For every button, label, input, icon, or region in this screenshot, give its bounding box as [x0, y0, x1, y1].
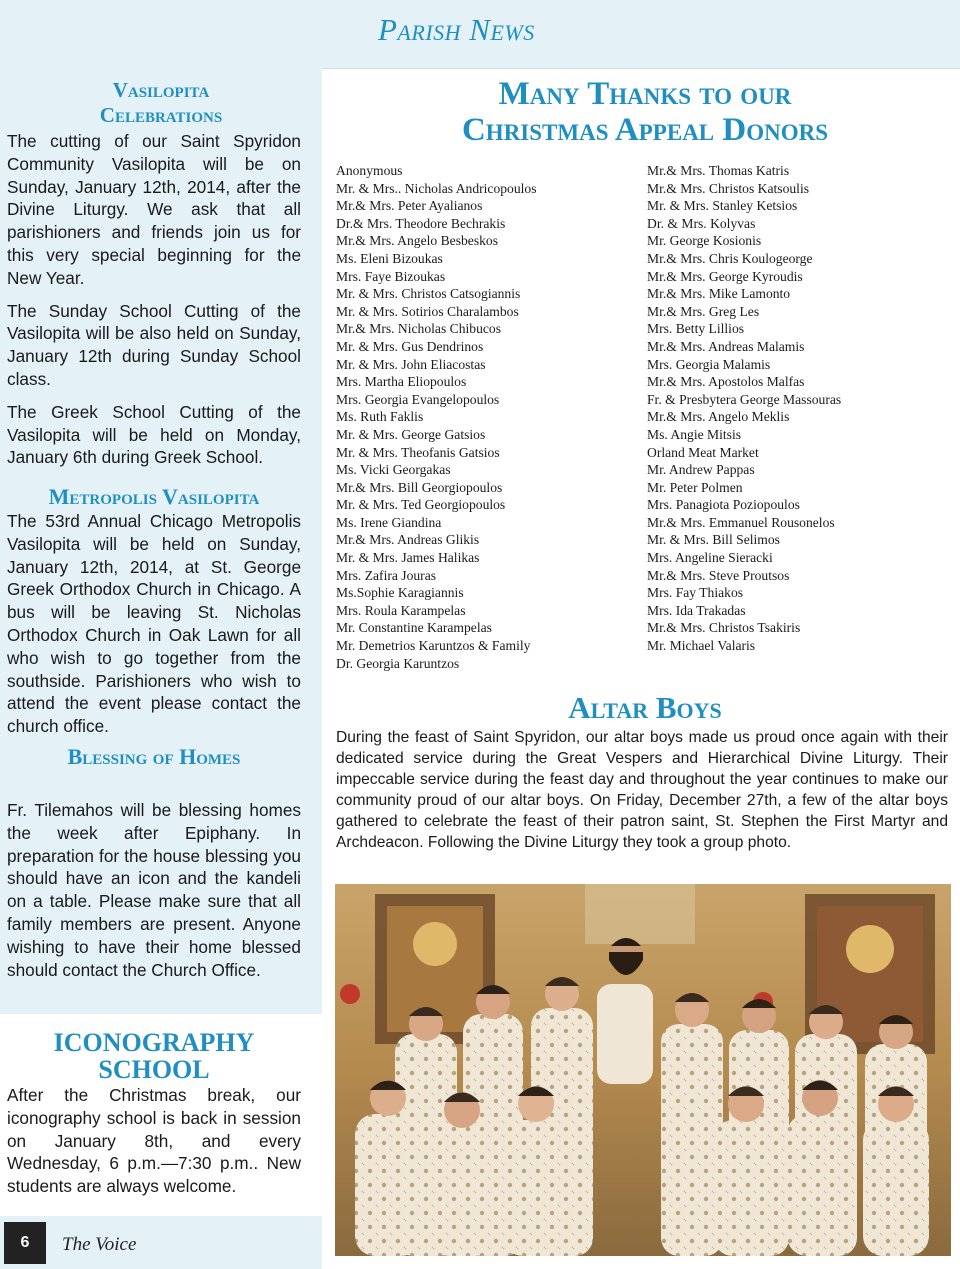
donor-name: Mrs. Panagiota Poziopoulos [647, 497, 800, 513]
donor-name: Mr. & Mrs.. Nicholas Andricopoulos [336, 180, 537, 196]
vasilopita-paragraph-1: The cutting of our Saint Spyridon Community Vasilopita will be on Sunday, January 12th, 2014, after the Divine Liturgy. We ask that all parishioners and friends join us for this very special beginning for the New Year. [7, 131, 301, 288]
donor-name: Mr.& Mrs. Nicholas Chibucos [336, 321, 502, 337]
donor-name: Mr.& Mrs. Christos Katsoulis [647, 180, 810, 196]
donor-name: Mr.& Mrs. Andreas Malamis [647, 338, 805, 354]
donor-name: Mr. Andrew Pappas [647, 462, 755, 478]
donor-name: Mrs. Zafira Jouras [336, 567, 437, 583]
donor-name: Mr. Demetrios Karuntzos & Family [336, 638, 531, 654]
vasilopita-body [7, 130, 301, 479]
donor-name: Mrs. Georgia Evangelopoulos [336, 391, 500, 407]
donor-name: Mr.& Mrs. Bill Georgiopoulos [336, 479, 503, 495]
donor-name: Mrs. Georgia Malamis [647, 356, 771, 372]
donor-name: Mrs. Angeline Sieracki [647, 550, 773, 566]
altar-boys-group-photo [335, 884, 951, 1256]
donor-name: Ms. Vicki Georgakas [336, 462, 451, 478]
donor-name: Mr. & Mrs. John Eliacostas [336, 356, 486, 372]
metropolis-heading: Metropolis Vasilopita [48, 484, 260, 509]
donor-list-column-2 [647, 162, 947, 655]
altar-boys-heading: Altar Boys [568, 690, 722, 725]
donor-name: Mr. & Mrs. Ted Georgiopoulos [336, 497, 506, 513]
donor-name: Anonymous [336, 163, 403, 178]
donors-heading-line2: Christmas Appeal Donors [461, 112, 829, 148]
donor-name: Mrs. Fay Thiakos [647, 585, 744, 601]
donor-name: Mr. & Mrs. Sotirios Charalambos [336, 303, 519, 319]
donor-name: Mr.& Mrs. Angelo Meklis [647, 409, 790, 425]
donor-name: Mr.& Mrs. Angelo Besbeskos [336, 233, 498, 249]
donor-name: Ms. Angie Mitsis [647, 426, 742, 442]
donor-name: Ms. Irene Giandina [336, 514, 442, 530]
donor-name: Ms. Eleni Bizoukas [336, 250, 443, 266]
metropolis-paragraph-1: The 53rd Annual Chicago Metropolis Vasilopita will be held on Sunday, January 12th, 2014, at St. George Greek Orthodox Church in Chicago. A bus will be leaving St. Nicholas Orthodox Church in Oak Lawn for all who wish to go together from the southside. Parishioners who wish to attend the event please contact the church office. [7, 511, 301, 737]
donor-name: Dr. & Mrs. Kolyvas [647, 215, 756, 231]
donor-name: Ms.Sophie Karagiannis [336, 585, 464, 601]
donor-name: Mr.& Mrs. Christos Tsakiris [647, 620, 801, 636]
vasilopita-heading [0, 78, 322, 128]
donor-name: Mr.& Mrs. Mike Lamonto [647, 286, 791, 302]
donors-heading [330, 76, 960, 148]
donor-name: Orland Meat Market [647, 444, 759, 460]
donor-name: Mr. & Mrs. Gus Dendrinos [336, 338, 484, 354]
donor-name: Mr. & Mrs. Bill Selimos [647, 532, 780, 548]
iconography-heading-line1: ICONOGRAPHY [53, 1028, 255, 1057]
donor-name: Mr.& Mrs. Steve Proutsos [647, 567, 790, 583]
donor-name: Mr. & Mrs. Stanley Ketsios [647, 198, 798, 214]
donor-name: Mrs. Ida Trakadas [647, 602, 746, 618]
blessing-paragraph-1: Fr. Tilemahos will be blessing homes the week after Epiphany. In preparation for the house blessing you should have an icon and the kandeli on a table. Please make sure that all family members are present. Anyone wishing to have their home blessed should contact the Church Office. [7, 800, 301, 980]
vasilopita-heading-line2: Celebrations [99, 103, 223, 127]
iconography-heading-line2: SCHOOL [98, 1055, 210, 1084]
iconography-heading [0, 1029, 308, 1083]
donor-name: Ms. Ruth Faklis [336, 409, 424, 425]
blessing-body [7, 799, 301, 991]
donor-name: Mrs. Roula Karampelas [336, 602, 466, 618]
iconography-body [7, 1084, 301, 1208]
donor-name: Mrs. Betty Lillios [647, 321, 745, 337]
donor-name: Mr.& Mrs. George Kyroudis [647, 268, 803, 284]
donor-name: Mr.& Mrs. Chris Koulogeorge [647, 250, 813, 266]
page-number: 6 [4, 1222, 46, 1264]
blessing-heading: Blessing of Homes [67, 744, 241, 769]
donor-name: Mr. Constantine Karampelas [336, 620, 492, 636]
donor-name: Dr.& Mrs. Theodore Bechrakis [336, 215, 506, 231]
donor-name: Mr.& Mrs. Andreas Glikis [336, 532, 480, 548]
donor-name: Mrs. Faye Bizoukas [336, 268, 446, 284]
donor-name: Mr. & Mrs. Christos Catsogiannis [336, 286, 521, 302]
donor-name: Mr.& Mrs. Peter Ayalianos [336, 198, 483, 214]
donor-name: Mr.& Mrs. Thomas Katris [647, 163, 790, 178]
altar-boys-photo-image [335, 884, 951, 1256]
iconography-paragraph-1: After the Christmas break, our iconography school is back in session on January 8th, and every Wednesday, 6 p.m.—7:30 p.m.. New students are always welcome. [7, 1085, 301, 1197]
donor-name: Mr. & Mrs. James Halikas [336, 550, 480, 566]
donor-name: Fr. & Presbytera George Massouras [647, 391, 842, 407]
donor-name: Mrs. Martha Eliopoulos [336, 374, 467, 390]
vasilopita-paragraph-3: The Greek School Cutting of the Vasilopita will be held on Monday, January 6th during Greek School. [7, 401, 301, 468]
donor-name: Mr. Peter Polmen [647, 479, 743, 495]
metropolis-body [7, 510, 301, 748]
footer-bar [0, 1216, 322, 1269]
donors-heading-line1: Many Thanks to our [498, 76, 792, 112]
donor-name: Mr. & Mrs. George Gatsios [336, 426, 486, 442]
donor-name: Mr. George Kosionis [647, 233, 762, 249]
publication-title: The Voice [62, 1234, 137, 1255]
donor-name: Mr. Michael Valaris [647, 638, 756, 654]
donor-name: Mr.& Mrs. Greg Les [647, 303, 760, 319]
altar-boys-body: During the feast of Saint Spyridon, our altar boys made us proud once again with their dedicated service during the Great Vespers and Hierarchical Divine Liturgy. Their impeccable service during the feast day and throughout the year continues to make our community proud of our altar boys. On Friday, December 27th, a few of the altar boys gathered to celebrate the feast of their patron saint, St. Stephen the First Martyr and Archdeacon. Following the Divine Liturgy they took a group photo. [336, 729, 948, 851]
donor-name: Mr.& Mrs. Emmanuel Rousonelos [647, 514, 835, 530]
vasilopita-heading-line1: Vasilopita [112, 78, 210, 102]
donor-name: Mr.& Mrs. Apostolos Malfas [647, 374, 805, 390]
page-title: Parish News [378, 12, 535, 47]
vasilopita-paragraph-2: The Sunday School Cutting of the Vasilopita will be also held on Sunday, January 12th during Sunday School class. [7, 300, 301, 389]
donor-name: Mr. & Mrs. Theofanis Gatsios [336, 444, 500, 460]
donor-list-column-1 [336, 162, 636, 672]
donor-name: Dr. Georgia Karuntzos [336, 655, 460, 671]
